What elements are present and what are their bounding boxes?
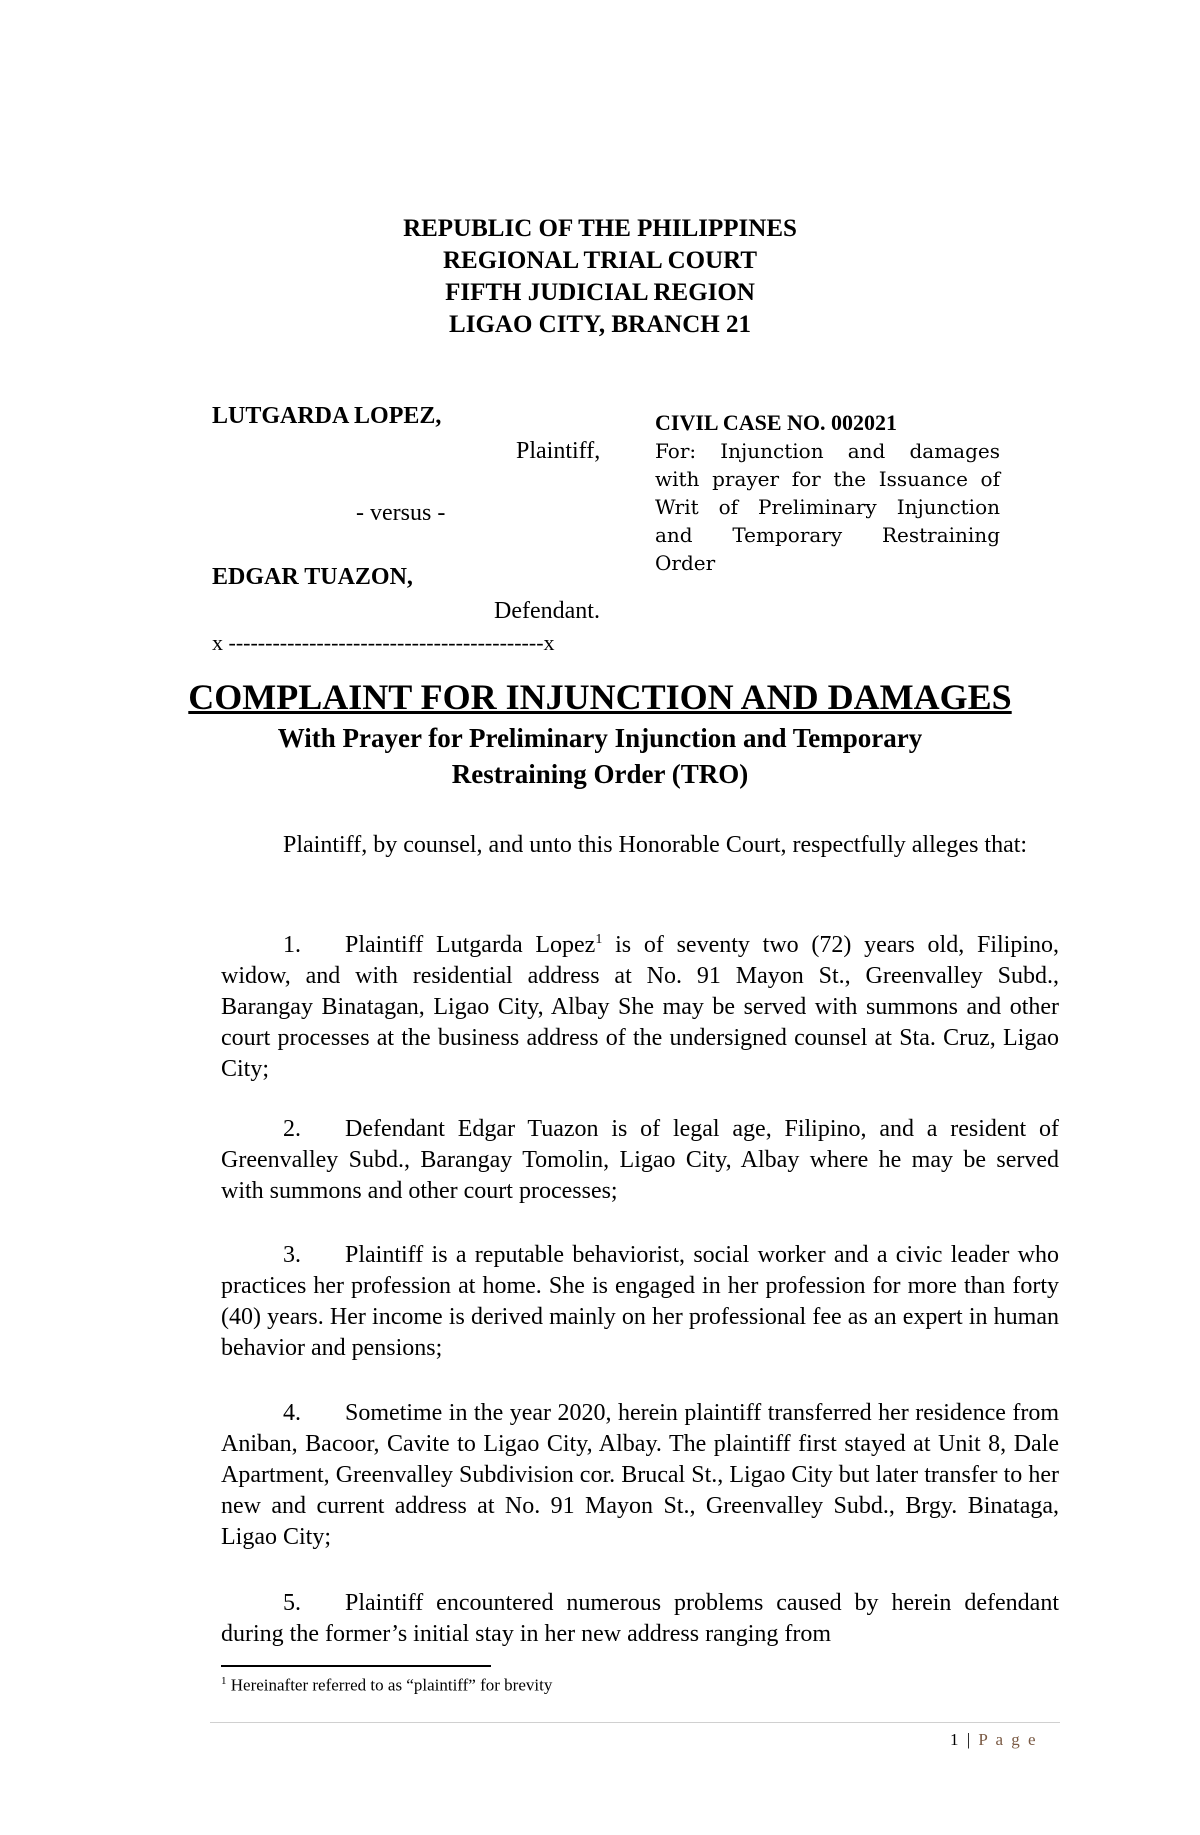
header-line-court: REGIONAL TRIAL COURT xyxy=(442,247,757,274)
header-line-republic: REPUBLIC OF THE PHILIPPINES xyxy=(403,215,797,242)
document-title: COMPLAINT FOR INJUNCTION AND DAMAGES xyxy=(188,677,1012,717)
page-number: 1 | P a g e xyxy=(950,1730,1038,1749)
allegation-4: 4. Sometime in the year 2020, herein plaintiff transferred her residence from Aniban, Bacoor, Cavite to Ligao City, Albay. The plaintiff first stayed at Unit 8, Dale Apartment, Greenvalley Subdivision cor. Brucal St., Ligao City but later transfer to her new and current address at No. 91 Mayon St., Greenvalley Subd., Brgy. Binataga, Ligao City; xyxy=(221,1400,1059,1550)
case-for-line-3: Writ of Preliminary Injunction xyxy=(655,495,1000,519)
allegation-3: 3. Plaintiff is a reputable behaviorist, social worker and a civic leader who practices her profession at home. She is engaged in her profession for more than forty (40) years. Her income is derived mainly on her professional fee as an expert in human behavior and pensions; xyxy=(221,1242,1059,1361)
caption-divider: x -------------------------------------------x xyxy=(212,630,555,655)
defendant-name: EDGAR TUAZON, xyxy=(212,564,413,590)
case-details xyxy=(655,409,1000,577)
plaintiff-label: Plaintiff, xyxy=(516,438,601,464)
defendant-label: Defendant. xyxy=(494,598,600,624)
document-subtitle: With Prayer for Preliminary Injunction and Temporary Restraining Order (TRO) xyxy=(277,723,923,789)
case-for-line-5: Order xyxy=(655,551,716,575)
footnote-separator xyxy=(221,1665,491,1667)
footer-separator xyxy=(210,1722,1060,1723)
footnote: $^1$ Hereinafter referred to as “plaintiff” for brevity xyxy=(221,1675,553,1695)
allegation-number: 1. xyxy=(283,932,301,958)
allegation-1: 1. Plaintiff Lutgarda Lopez$^1$ is of seventy two (72) years old, Filipino, widow, and with residential address at No. 91 Mayon St., Greenvalley Subd., Barangay Binatagan, Ligao City, Albay She may be served with summons and other court processes at the business address of the undersigned counsel at Sta. Cruz, Ligao City; xyxy=(221,932,1059,1082)
intro-paragraph: Plaintiff, by counsel, and unto this Honorable Court, respectfully alleges that: xyxy=(283,832,1028,858)
allegation-number: 4. xyxy=(283,1400,301,1426)
plaintiff-name: LUTGARDA LOPEZ, xyxy=(212,403,442,429)
allegation-number: 5. xyxy=(283,1590,301,1616)
footnote-mark: 1 xyxy=(221,1675,227,1687)
case-for-line-4: and Temporary Restraining xyxy=(655,523,1000,547)
case-for-line-2: with prayer for the Issuance of xyxy=(655,467,1000,491)
case-for-line-1: For: Injunction and damages xyxy=(655,439,1000,463)
header-line-region: FIFTH JUDICIAL REGION xyxy=(445,279,755,306)
allegation-number: 2. xyxy=(283,1116,301,1142)
allegation-5: 5. Plaintiff encountered numerous problems caused by herein defendant during the former’s initial stay in her new address ranging from xyxy=(221,1590,1059,1647)
court-header xyxy=(0,213,1200,341)
allegation-number: 3. xyxy=(283,1242,301,1268)
case-number: CIVIL CASE NO. 002021 xyxy=(655,410,898,435)
header-line-branch: LIGAO CITY, BRANCH 21 xyxy=(449,311,751,338)
allegation-2: 2. Defendant Edgar Tuazon is of legal age, Filipino, and a resident of Greenvalley Subd., Barangay Tomolin, Ligao City, Albay where he may be served with summons and other court processes; xyxy=(221,1116,1059,1204)
footnote-ref: 1 xyxy=(595,932,603,947)
versus-label: - versus - xyxy=(356,500,446,526)
